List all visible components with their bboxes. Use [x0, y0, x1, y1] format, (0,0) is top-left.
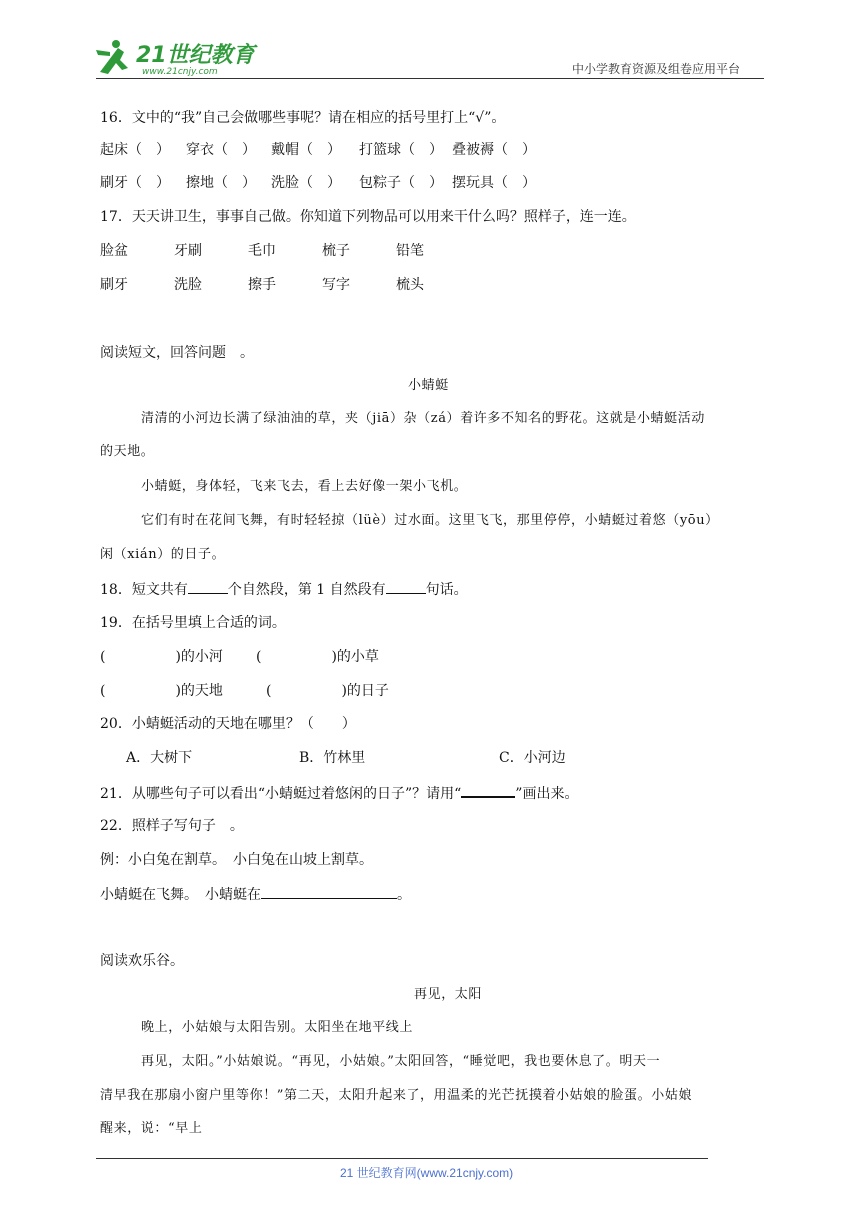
reading1-p2: 小蜻蜓，身体轻，飞来飞去，看上去好像一架小飞机。 [141, 479, 468, 494]
q17-item: 牙刷 [174, 243, 202, 259]
q20-prompt: 20．小蜻蜓活动的天地在哪里？（ ） [100, 716, 356, 732]
q17-items-row [100, 241, 424, 261]
q16-item: 戴帽（ ） [271, 142, 341, 158]
footer-divider [96, 1158, 708, 1159]
q16-item: 洗脸（ ） [271, 175, 341, 191]
q18-part-c: 句话。 [425, 582, 468, 598]
q16-item: 起床（ ） [100, 142, 170, 158]
reading1-intro: 阅读短文，回答问题 。 [100, 345, 254, 361]
q17-use: 刷牙 [100, 277, 128, 293]
q22-task [100, 884, 411, 905]
reading2-title: 再见，太阳 [414, 987, 483, 1002]
q19-blank-world[interactable]: ( )的天地 [100, 683, 223, 699]
q17-use: 洗脸 [174, 277, 202, 293]
q16-item: 打篮球（ ） [359, 142, 443, 158]
q19-blank-river[interactable]: ( )的小河 [100, 649, 223, 665]
q20-option-a[interactable]: A．大树下 [126, 750, 193, 766]
q17-use: 写字 [322, 277, 350, 293]
reading1-title: 小蜻蜓 [408, 378, 449, 393]
q22-example: 例：小白兔在割草。 小白兔在山坡上割草。 [100, 852, 373, 868]
q17-uses-row [100, 275, 424, 295]
reading2-p2-line3: 醒来，说：“早上 [100, 1121, 203, 1136]
platform-label: 中小学教育资源及组卷应用平台 [572, 62, 741, 76]
reading2-p1: 晚上，小姑娘与太阳告别。太阳坐在地平线上 [141, 1020, 414, 1035]
reading2-p2-line1: 再见，太阳。”小姑娘说。“再见，小姑娘。”太阳回答，“睡觉吧，我也要休息了。明天一 [141, 1054, 661, 1069]
reading2-intro: 阅读欢乐谷。 [100, 953, 184, 969]
q21-part-a: 21．从哪些句子可以看出“小蜻蜓过着悠闲的日子”？请用“ [100, 786, 462, 802]
q21-underline-sample [461, 782, 515, 798]
q18-blank-1[interactable] [188, 579, 228, 594]
q19-prompt: 19．在括号里填上合适的词。 [100, 615, 286, 631]
q17-use: 擦手 [248, 277, 276, 293]
q22-task-end: 。 [397, 887, 411, 903]
q20-option-b[interactable]: B．竹林里 [299, 750, 366, 766]
q22-task-text: 小蜻蜓在飞舞。 小蜻蜓在 [100, 887, 261, 903]
q16-item: 叠被褥（ ） [452, 142, 536, 158]
q16-item: 穿衣（ ） [186, 142, 256, 158]
q21 [100, 782, 578, 804]
q17-item: 铅笔 [396, 243, 424, 259]
logo-text: 21世纪教育 [136, 43, 255, 68]
footer-link[interactable]: 21 世纪教育网(www.21cnjy.com) [340, 1166, 514, 1180]
q17-item: 毛巾 [248, 243, 276, 259]
q16-item: 摆玩具（ ） [452, 175, 536, 191]
q18 [100, 579, 468, 600]
header-divider [96, 78, 764, 79]
q16-row2 [100, 173, 536, 193]
q17-item: 脸盆 [100, 243, 128, 259]
q16-prompt: 16．文中的“我”自己会做哪些事呢？请在相应的括号里打上“√”。 [100, 110, 506, 126]
q17-item: 梳子 [322, 243, 350, 259]
q22-prompt: 22．照样子写句子 。 [100, 818, 244, 834]
q17-prompt: 17．天天讲卫生，事事自己做。你知道下列物品可以用来干什么吗？照样子，连一连。 [100, 209, 636, 225]
site-logo [92, 36, 262, 80]
q18-part-a: 18．短文共有 [100, 582, 188, 598]
q19-blank-days[interactable]: ( )的日子 [266, 683, 389, 699]
q16-item: 刷牙（ ） [100, 175, 170, 191]
reading1-p1-line2: 的天地。 [100, 444, 155, 459]
reading1-p3-line1: 它们有时在花间飞舞，有时轻轻掠（lüè）过水面。这里飞飞，那里停停，小蜻蜓过着悠（yōu） [141, 513, 719, 528]
logo-url: www.21cnjy.com [142, 67, 218, 77]
reading1-p3-line2: 闲（xián）的日子。 [100, 547, 226, 562]
q21-part-c: ”画出来。 [515, 786, 579, 802]
reading2-p2-line2: 清早我在那扇小窗户里等你！”第二天，太阳升起来了，用温柔的光芒抚摸着小姑娘的脸蛋。小姑娘 [100, 1088, 693, 1103]
q20-option-c[interactable]: C．小河边 [499, 750, 566, 766]
q16-row1 [100, 140, 536, 160]
q19-blank-grass[interactable]: ( )的小草 [256, 649, 379, 665]
reading1-p1-line1: 清清的小河边长满了绿油油的草，夹（jiā）杂（zá）着许多不知名的野花。这就是小蜻蜓活动 [141, 411, 705, 426]
q18-blank-2[interactable] [386, 579, 426, 594]
q22-answer-blank[interactable] [261, 884, 397, 899]
q16-item: 擦地（ ） [186, 175, 256, 191]
q18-part-b: 个自然段，第 1 自然段有 [227, 582, 386, 598]
q17-use: 梳头 [396, 277, 424, 293]
q16-item: 包粽子（ ） [359, 175, 443, 191]
